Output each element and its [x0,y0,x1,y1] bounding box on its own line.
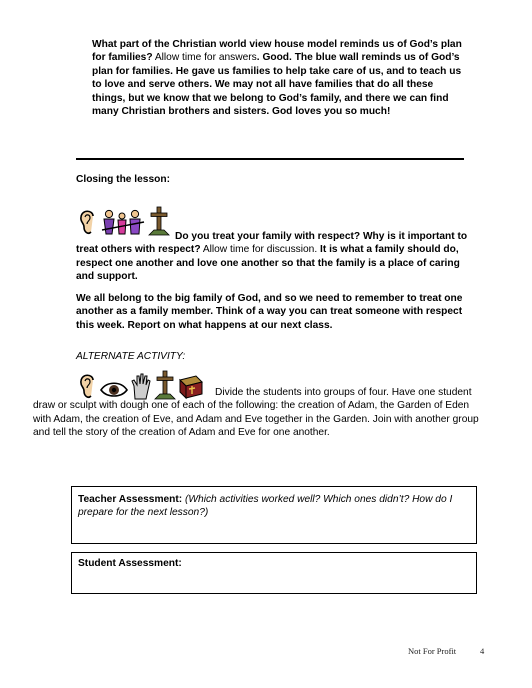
footer-note: Not For Profit [408,646,457,656]
intro-answer: Good. The blue wall reminds us of God’s plan for families. He gave us families to help take care of us, and to teach us to love and serve others. We may not all have families that do all these things, but we know that we belong to God’s family, and there we can find many Christian brothers and sisters. God loves you so much! [92,52,462,118]
intro-instruction: Allow time for answers [152,52,257,64]
alternate-instructions: Divide the students into groups of four. Have one student draw or sculpt with dough one of each of the following: the creation of Adam, the Garden of Eden with Adam, the creation of Eve, and Adam and Eve together in the Garden. Join with another group and tell the story of the creation of Adam and Eve for one another. [33,387,479,439]
closing-paragraph-2: We all belong to the big family of God, and so we need to remember to treat one another as a family member. Think of a way you can treat someone with respect this week. Report on what happens at our next class. [76,293,463,331]
closing-instruction: Allow time for discussion. [200,244,318,256]
alternate-heading: ALTERNATE ACTIVITY: [76,351,186,362]
closing-paragraph-1 [76,230,476,284]
intro-paragraph [92,38,464,118]
page-number: 4 [480,646,485,656]
closing-answer: It is what a family should do, respect one another and love one another so that the family is a place of caring and support. [76,244,460,283]
closing-question: Do you treat your family with respect? Why is it important to treat others with respect? [76,231,468,256]
closing-heading: Closing the lesson: [76,174,170,185]
teacher-assessment-label: Teacher Assessment: [78,494,183,505]
intro-question: What part of the Christian world view house model reminds us of God’s plan for families? [92,39,462,64]
teacher-assessment-prompt: (Which activities worked well? Which ones didn’t? How do I prepare for the next lesson?) [78,494,453,519]
intro-period: . [256,52,260,64]
section-divider [76,158,464,160]
alternate-activity-text [33,386,485,440]
teacher-assessment-text [78,493,468,519]
student-assessment-label: Student Assessment: [78,558,182,569]
